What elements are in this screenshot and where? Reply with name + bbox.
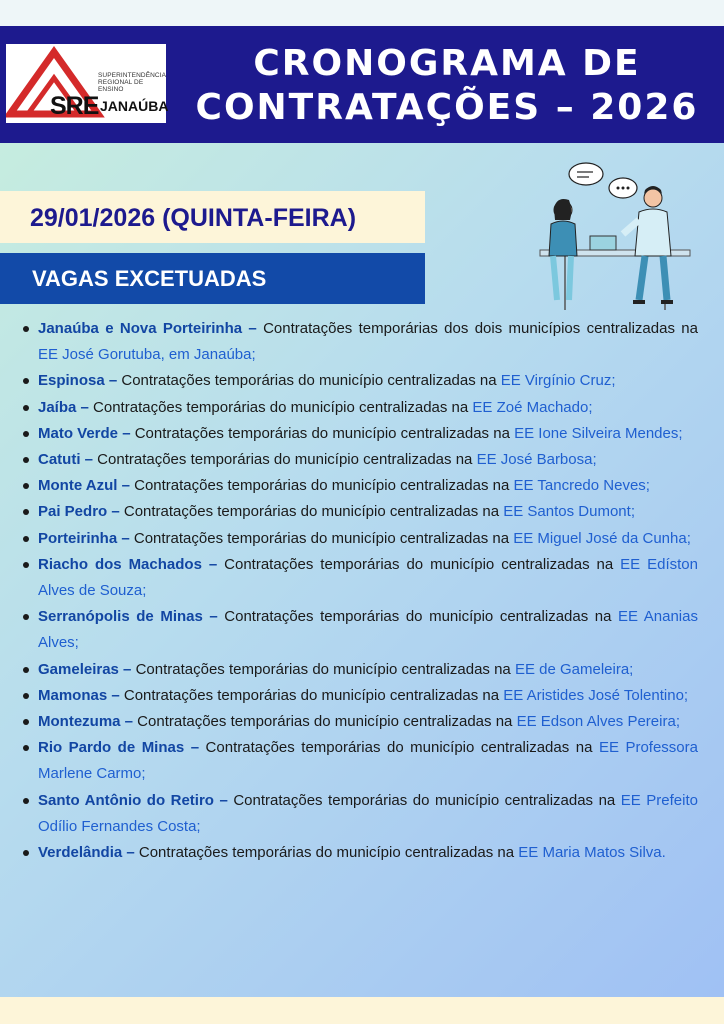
- school-name: EE Aristides José Tolentino;: [503, 686, 689, 704]
- item-description: Contratações temporárias do município centralizadas na: [133, 713, 517, 731]
- municipality-name: Pai Pedro –: [38, 503, 120, 521]
- list-item: [20, 499, 698, 525]
- list-item: [20, 604, 698, 656]
- school-name: EE Tancredo Neves;: [513, 477, 650, 495]
- municipality-name: Porteirinha –: [38, 529, 130, 547]
- school-name: EE Santos Dumont;: [503, 503, 635, 521]
- top-strip: [0, 0, 724, 26]
- logo-subtitle: [98, 72, 166, 93]
- list-item: [20, 657, 698, 683]
- municipality-name: Serranópolis de Minas –: [38, 608, 218, 626]
- municipality-name: Montezuma –: [38, 713, 134, 731]
- header-banner: [0, 26, 724, 143]
- title-line-1: CRONOGRAMA DE: [253, 43, 641, 84]
- list-item: [20, 709, 698, 735]
- municipality-name: Riacho dos Machados –: [38, 555, 218, 573]
- date-banner: [0, 191, 425, 243]
- municipality-name: Espinosa –: [38, 372, 118, 390]
- school-name: EE Zoé Machado;: [472, 398, 593, 416]
- item-description: Contratações temporárias do município centralizadas na: [217, 555, 621, 573]
- municipality-name: Gameleiras –: [38, 660, 132, 678]
- school-name: EE José Gorutuba, em Janaúba;: [38, 346, 256, 364]
- school-name: EE Ione Silveira Mendes;: [514, 424, 683, 442]
- municipality-name: Catuti –: [38, 451, 94, 469]
- list-item: [20, 395, 698, 421]
- page-title: [190, 42, 704, 130]
- item-description: Contratações temporárias do município centralizadas na: [217, 608, 619, 626]
- school-name: EE Virgínio Cruz;: [500, 372, 616, 390]
- list-item: [20, 552, 698, 604]
- logo-subtitle-line-2: REGIONAL DE ENSINO: [98, 79, 144, 93]
- list-item: [20, 788, 698, 840]
- list-item: [20, 683, 698, 709]
- item-description: Contratações temporárias do município centralizadas na: [119, 503, 504, 521]
- bottom-strip: [0, 997, 724, 1024]
- list-item: [20, 840, 698, 866]
- school-name: EE Ananias Alves;: [38, 608, 698, 652]
- municipality-name: Mato Verde –: [38, 424, 131, 442]
- logo-sre: SRE: [50, 92, 99, 120]
- section-banner: [0, 253, 425, 304]
- school-name: EE Edson Alves Pereira;: [516, 713, 680, 731]
- item-description: Contratações temporárias dos dois municípios centralizadas na: [256, 320, 698, 337]
- municipality-name: Jaíba –: [38, 398, 89, 416]
- school-name: EE Prefeito Odílio Fernandes Costa;: [38, 791, 698, 835]
- title-line-2: CONTRATAÇÕES – 2026: [195, 87, 699, 128]
- date-label: 29/01/2026 (QUINTA-FEIRA): [30, 204, 357, 232]
- list-item: [20, 316, 698, 368]
- item-description: Contratações temporárias do município centralizadas na: [129, 477, 514, 495]
- item-description: Contratações temporárias do município centralizadas na: [134, 844, 519, 862]
- list-item: [20, 473, 698, 499]
- school-name: EE José Barbosa;: [476, 451, 597, 469]
- list-item: [20, 526, 698, 552]
- logo-subtitle-line-1: SUPERINTENDÊNCIA: [98, 72, 167, 79]
- list-item: [20, 447, 698, 473]
- item-description: Contratações temporárias do município centralizadas na: [130, 424, 515, 442]
- logo-city: JANAÚBA: [100, 98, 169, 114]
- meeting-illustration-icon: [535, 160, 695, 315]
- school-name: EE Edíston Alves de Souza;: [38, 555, 698, 600]
- municipality-name: Santo Antônio do Retiro –: [38, 791, 228, 809]
- school-name: EE Professora Marlene Carmo;: [38, 739, 698, 783]
- school-name: EE Miguel José da Cunha;: [513, 529, 691, 547]
- item-description: Contratações temporárias do município centralizadas na: [93, 451, 477, 469]
- list-item: [20, 368, 698, 394]
- section-label: VAGAS EXCETUADAS: [32, 266, 267, 291]
- school-name: EE Maria Matos Silva.: [518, 844, 666, 862]
- sre-logo: [6, 44, 169, 123]
- municipality-name: Janaúba e Nova Porteirinha –: [38, 320, 257, 337]
- list-item: [20, 421, 698, 447]
- municipality-name: Monte Azul –: [38, 477, 130, 495]
- municipality-name: Verdelândia –: [38, 844, 135, 862]
- item-description: Contratações temporárias do município centralizadas na: [199, 739, 599, 757]
- item-description: Contratações temporárias do município centralizadas na: [119, 686, 504, 704]
- municipality-name: Rio Pardo de Minas –: [38, 739, 200, 757]
- item-description: Contratações temporárias do município centralizadas na: [227, 791, 621, 809]
- municipality-list: [20, 316, 698, 866]
- item-description: Contratações temporárias do município centralizadas na: [131, 660, 515, 678]
- item-description: Contratações temporárias do município centralizadas na: [117, 372, 501, 390]
- list-item: [20, 735, 698, 787]
- item-description: Contratações temporárias do município centralizadas na: [129, 529, 514, 547]
- school-name: EE de Gameleira;: [514, 660, 634, 678]
- item-description: Contratações temporárias do município centralizadas na: [88, 398, 473, 416]
- municipality-name: Mamonas –: [38, 686, 120, 704]
